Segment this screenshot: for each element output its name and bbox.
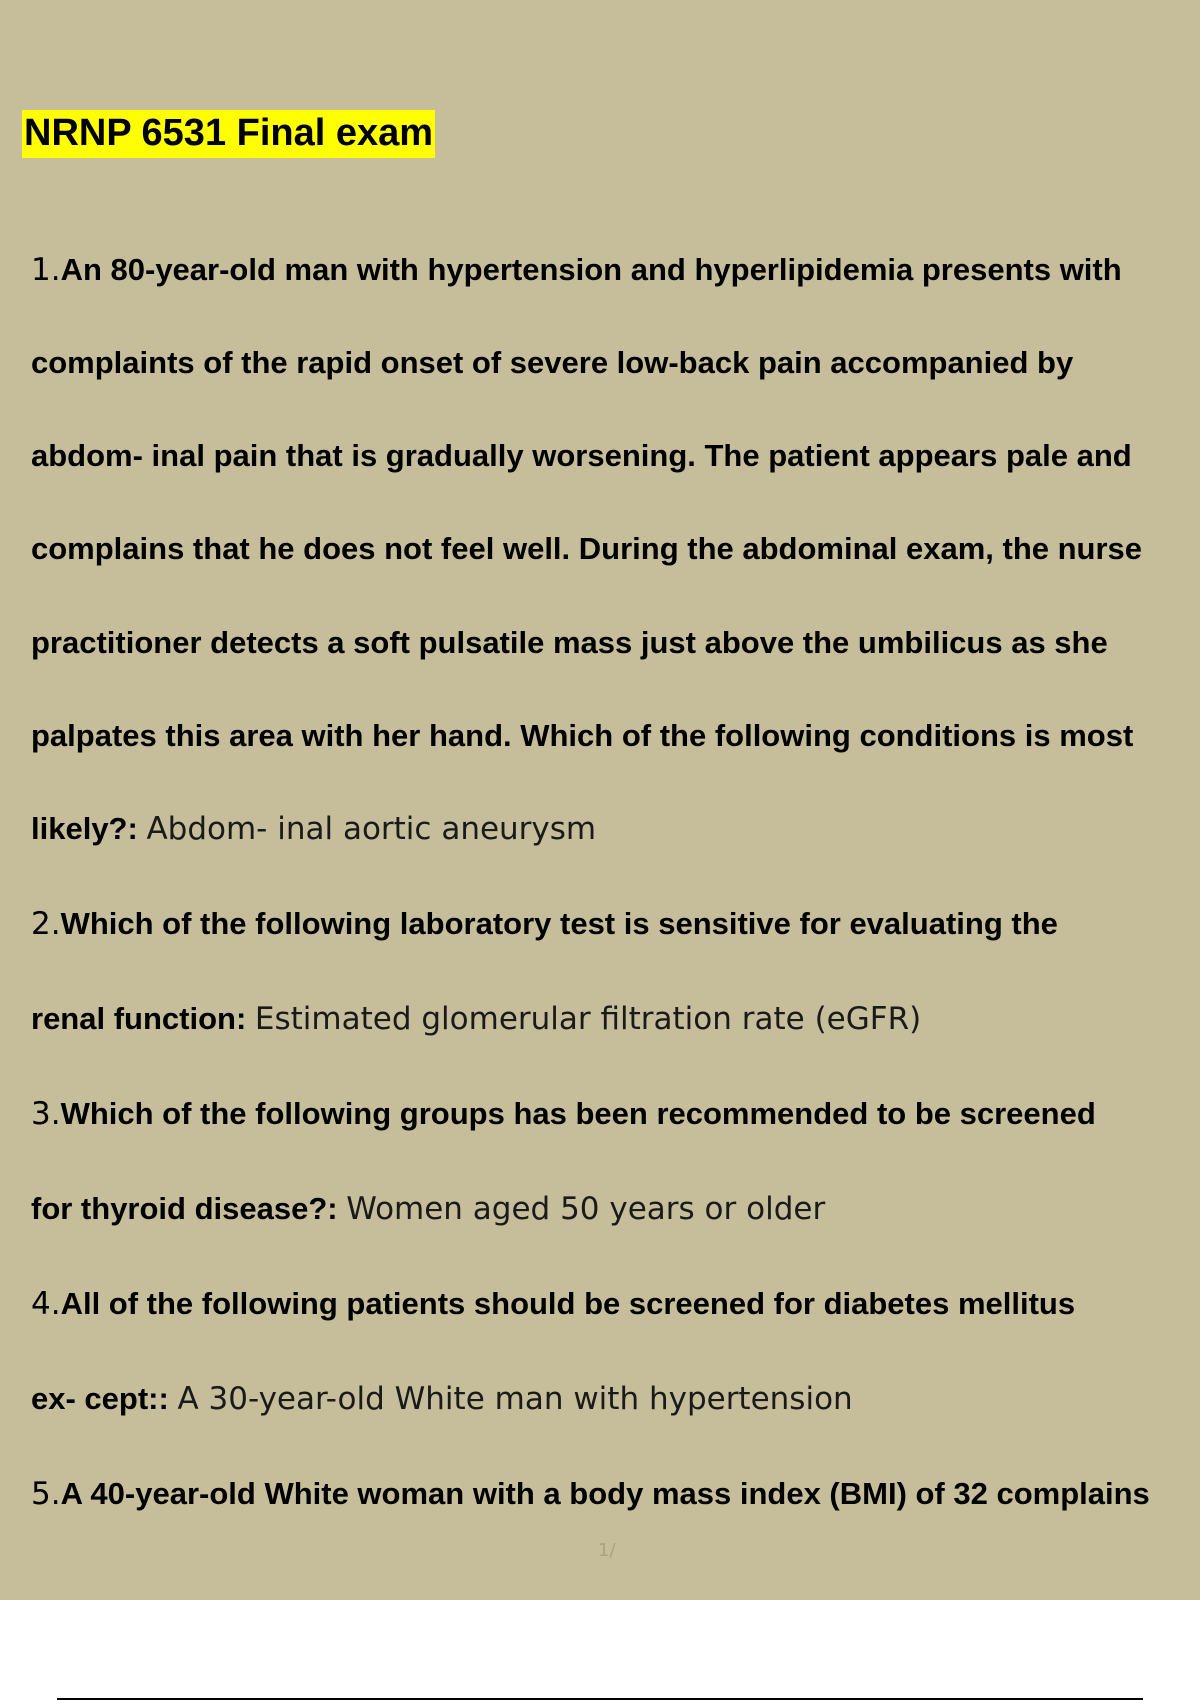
question-text: complains that he does not feel well. During the abdominal exam, the nurse: [31, 531, 1143, 566]
answer-text: A 30-year-old White man with hypertension: [177, 1381, 853, 1417]
question-text: An 80-year-old man with hypertension and hyperlipidemia presents with: [60, 252, 1122, 287]
answer-text: Estimated glomerular filtration rate (eGFR): [254, 1001, 922, 1037]
answer-text: Abdom- inal aortic aneurysm: [146, 811, 597, 847]
document-title: NRNP 6531 Final exam: [22, 110, 435, 158]
question-1-line-1: [31, 250, 1122, 290]
question-1-line-5: [31, 623, 1108, 663]
question-5-line-1: [31, 1474, 1150, 1514]
question-1-answer-line: [31, 809, 596, 849]
question-text: likely?:: [31, 811, 138, 846]
question-text: palpates this area with her hand. Which of the following conditions is most: [31, 718, 1134, 753]
question-1-line-6: [31, 716, 1133, 756]
question-text: abdom- inal pain that is gradually worsening. The patient appears pale and: [31, 438, 1132, 473]
question-4-answer-line: [31, 1379, 853, 1419]
question-text: practitioner detects a soft pulsatile mass just above the umbilicus as she: [31, 625, 1108, 660]
question-text: for thyroid disease?:: [31, 1191, 338, 1226]
question-text: Which of the following laboratory test is sensitive for evaluating the: [60, 906, 1058, 941]
question-3-answer-line: [31, 1189, 825, 1229]
question-number: 4.: [31, 1286, 61, 1322]
question-2-answer-line: [31, 999, 921, 1039]
question-text: Which of the following groups has been recommended to be screened: [60, 1096, 1096, 1131]
question-1-line-2: [31, 343, 1073, 383]
answer-text: Women aged 50 years or older: [346, 1191, 826, 1227]
question-number: 3.: [31, 1096, 61, 1132]
question-3-line-1: [31, 1094, 1096, 1134]
question-number: 1.: [31, 252, 61, 288]
question-text: renal function:: [31, 1001, 247, 1036]
question-1-line-4: [31, 529, 1142, 569]
question-1-line-3: [31, 436, 1132, 476]
page-number: 1/: [598, 1540, 616, 1561]
question-text: complaints of the rapid onset of severe low-back pain accompanied by: [31, 345, 1074, 380]
question-4-line-1: [31, 1284, 1075, 1324]
question-2-line-1: [31, 904, 1058, 944]
question-text: ex- cept::: [31, 1381, 169, 1416]
question-text: A 40-year-old White woman with a body mass index (BMI) of 32 complains: [60, 1476, 1150, 1511]
question-number: 2.: [31, 906, 61, 942]
question-text: All of the following patients should be screened for diabetes mellitus: [60, 1286, 1076, 1321]
question-number: 5.: [31, 1476, 61, 1512]
